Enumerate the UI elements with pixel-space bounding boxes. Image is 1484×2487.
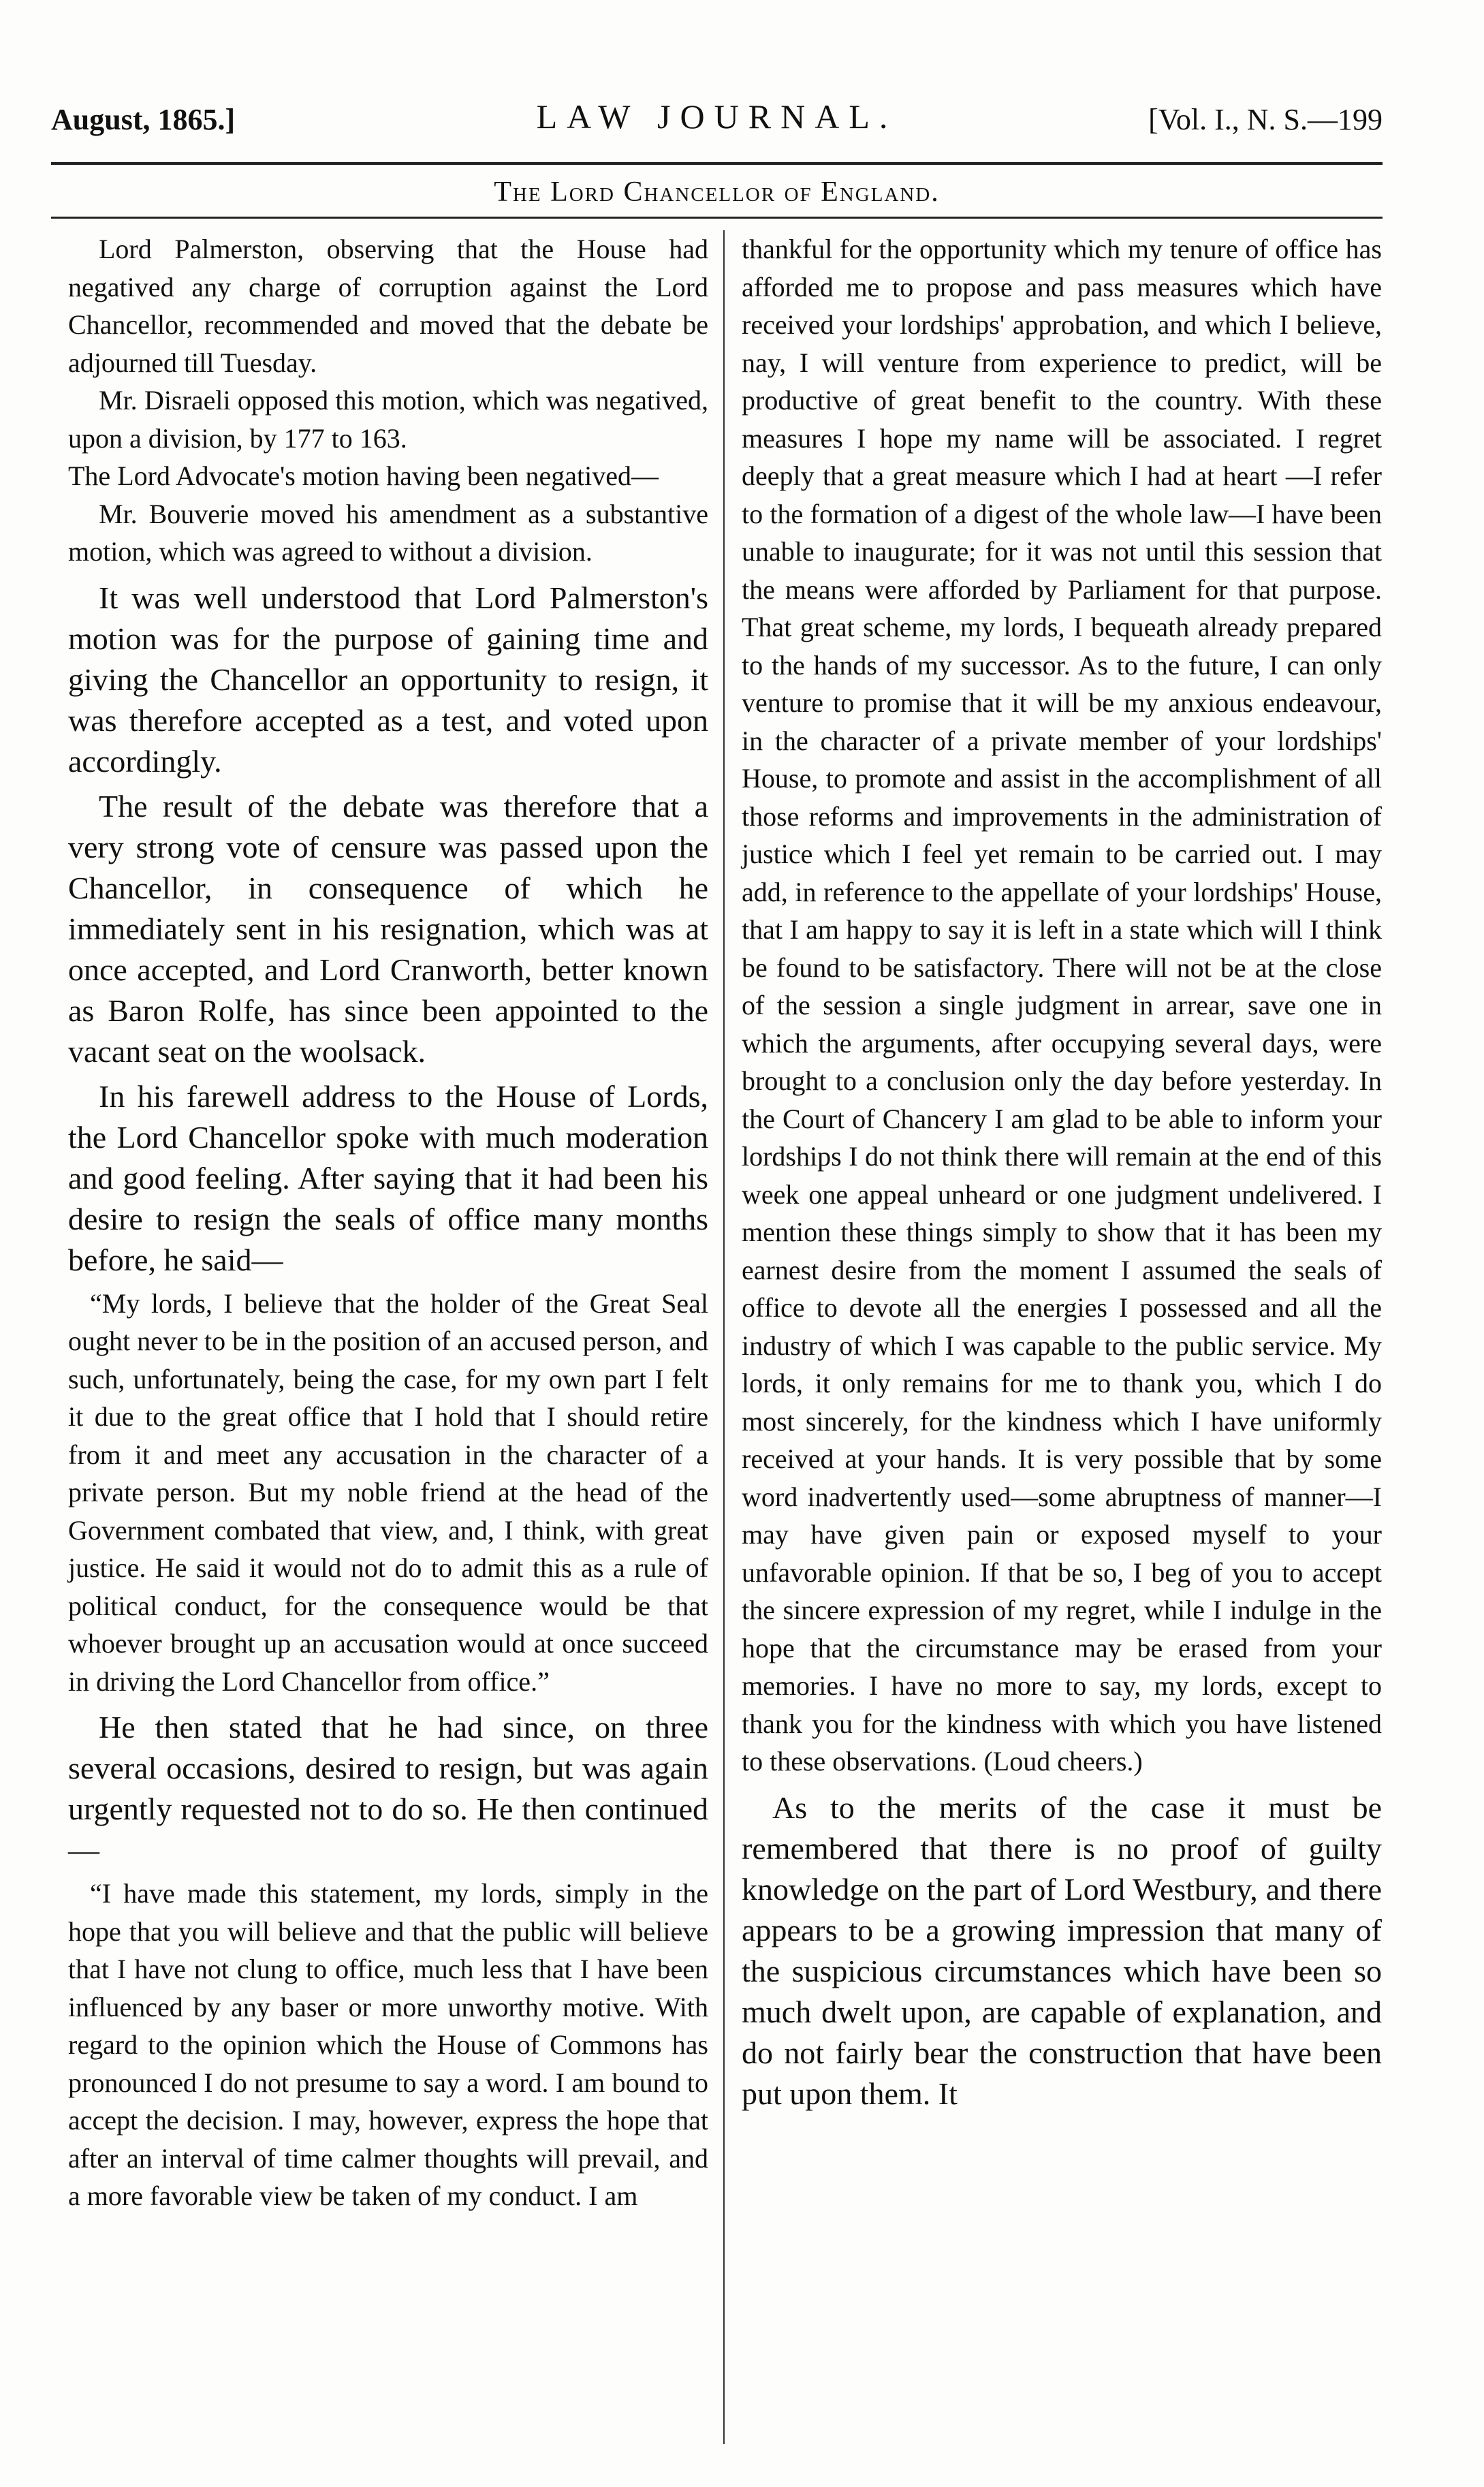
quotation: “My lords, I believe that the holder of the Great Seal ought never to be in the position of an accused person, and such, unfortunately, being the case, for my own part I felt it due to the great office that I hold that I should retire from it and meet any accusation in the character of a private person. But my noble friend at the head of the Government combated that view, and, I think, with great justice. He said it would not do to admit this as a rule of political conduct, for the consequence would be that whoever brought up an accusation would at once succeed in driving the Lord Chancellor from office.”: [68, 1287, 708, 1697]
left-column: [68, 230, 708, 2215]
column-divider: [723, 230, 725, 2444]
right-column: [742, 230, 1382, 2114]
paragraph: Lord Palmerston, observing that the House had negatived any charge of corruption against the Lord Chancellor, recommended and moved that the debate be adjourned till Tuesday.: [68, 234, 708, 378]
volume-page-number: [Vol. I., N. S.—199: [1148, 103, 1383, 136]
section-title: The Lord Chancellor of England.: [494, 176, 940, 208]
paragraph: The result of the debate was therefore that a very strong vote of censure was passed upon the Chancellor, in consequence of which he immediately sent in his resignation, which was at once accepted, and Lord Cranworth, better known as Baron Rolfe, has since been appointed to the vacant seat on the woolsack.: [68, 788, 708, 1069]
quotation: “I have made this statement, my lords, simply in the hope that you will believe and that the public will believe that I have not clung to office, much less that I have been influenced by any baser or more unworthy motive. With regard to the opinion which the House of Commons has pronounced I do not presume to say a word. I am bound to accept the decision. I may, however, express the hope that after an interval of time calmer thoughts will prevail, and a more favorable view be taken of my conduct. I am: [68, 1878, 708, 2211]
issue-date: August, 1865.]: [51, 103, 236, 136]
paragraph: Mr. Disraeli opposed this motion, which was negatived, upon a division, by 177 to 163.: [68, 385, 708, 454]
running-head: [51, 97, 1383, 144]
quotation-continued: thankful for the opportunity which my tenure of office has afforded me to propose and pass measures which have received your lordships' approbation, and which I believe, nay, I will venture from experience to predict, will be productive of great benefit to the country. With these measures I hope my name will be associated. I regret deeply that a great measure which I had at heart —I refer to the formation of a digest of the whole law—I have been unable to inaugurate; for it was not until this session that the means were afforded by Parliament for that purpose. That great scheme, my lords, I bequeath already prepared to the hands of my successor. As to the future, I can only venture to promise that it will be my anxious endeavour, in the character of a private member of your lordships' House, to promote and assist in the accomplishment of all those reforms and improvements in the administration of justice which I feel yet remain to be carried out. I may add, in reference to the appellate of your lordships' House, that I am happy to say it is left in a state which will I think be found to be satisfactory. There will not be at the close of the session a single judgment in arrear, save one in which the arguments, after occupying several days, were brought to a conclusion only the day before yesterday. In the Court of Chancery I am glad to be able to inform your lordships I do not think there will remain at the end of this week one appeal unheard or one judgment undelivered. I mention these things simply to show that it has been my earnest desire from the moment I assumed the seals of office to devote all the energies I possessed and all the industry of which I was capable to the public service. My lords, it only remains for me to thank you, which I do most sincerely, for the kindness which I have uniformly received at your hands. It is very possible that by some word inadvertently used—some abruptness of manner—I may have given pain or exposed myself to your unfavorable opinion. If that be so, I beg of you to accept the sincere expression of my regret, while I indulge in the hope that the circumstance may be erased from your memories. I have no more to say, my lords, except to thank you for the kindness with which you have listened to these observations. (Loud cheers.): [742, 234, 1382, 1777]
header-rule: [51, 162, 1383, 165]
paragraph: He then stated that he had since, on three several occasions, desired to resign, but was again urgently requested not to do so. He then continued—: [68, 1710, 708, 1867]
paragraph: It was well understood that Lord Palmerston's motion was for the purpose of gaining time and giving the Chancellor an opportunity to resign, it was therefore accepted as a test, and voted upon accordingly.: [68, 580, 708, 779]
paragraph: In his farewell address to the House of Lords, the Lord Chancellor spoke with much moderation and good feeling. After saying that it had been his desire to resign the seals of office many months before, he said—: [68, 1078, 708, 1277]
journal-title: LAW JOURNAL.: [536, 97, 898, 136]
section-rule: [51, 217, 1383, 219]
paragraph: As to the merits of the case it must be remembered that there is no proof of guilty knowledge on the part of Lord Westbury, and there appears to be a growing impression that many of the suspicious circumstances which have been so much dwelt upon, are capable of explanation, and do not fairly bear the construction that have been put upon them. It: [742, 1789, 1382, 2111]
paragraph: The Lord Advocate's motion having been negatived—: [68, 460, 659, 491]
paragraph: Mr. Bouverie moved his amendment as a substantive motion, which was agreed to without a division.: [68, 498, 708, 567]
